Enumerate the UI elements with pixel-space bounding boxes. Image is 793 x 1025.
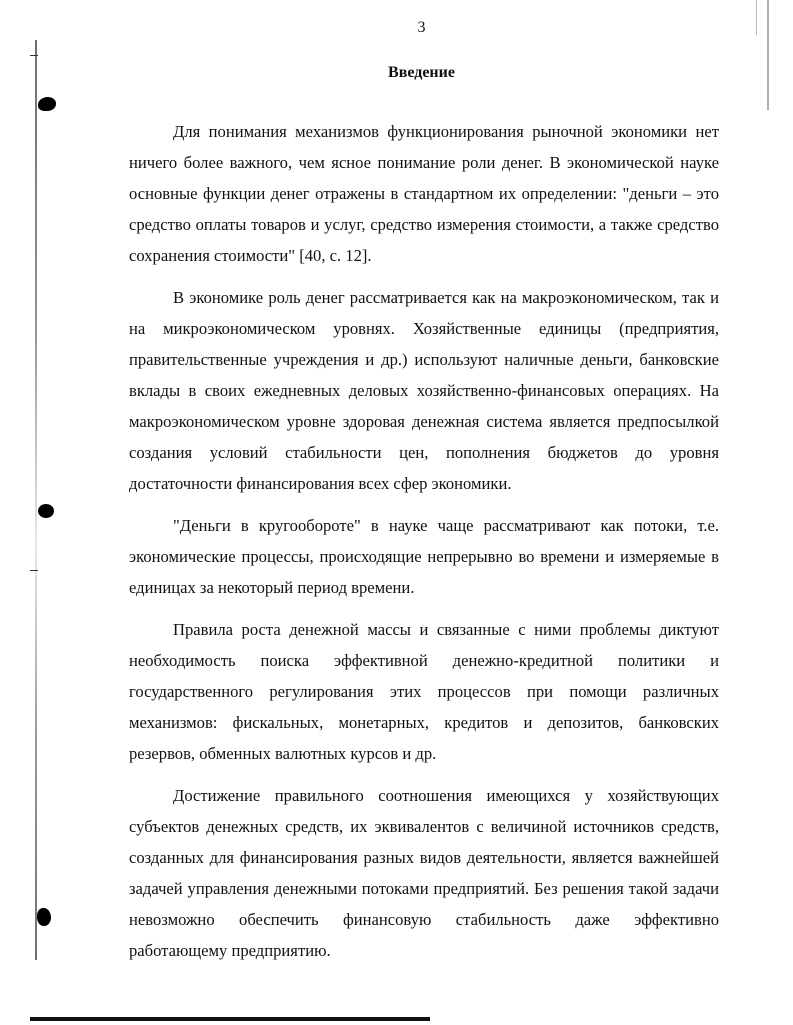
paragraph-5: Достижение правильного соотношения имеющихся у хозяйствующих субъектов денежных средств, их эквивалентов с величиной источников средств, созданных для финансирования разных видов деятельности, является важнейшей задачей управления денежными потоками предприятий. Без решения такой задачи невозможно обеспечить финансовую стабильность даже эффективно работающему предприятию. xyxy=(129,786,719,960)
scan-bottom-edge xyxy=(30,1017,430,1021)
paragraph-3: "Деньги в кругообороте" в науке чаще рассматривают как потоки, т.е. экономические процессы, происходящие непрерывно во времени и измеряемые в единицах за некоторый период времени. xyxy=(129,516,719,597)
body-text xyxy=(129,116,719,977)
paragraph-2: В экономике роль денег рассматривается как на макроэкономическом, так и на микроэкономическом уровнях. Хозяйственные единицы (предприятия, правительственные учреждения и др.) используют наличные деньги, банковские вклады в своих ежедневных деловых хозяйственно-финансовых операциях. На макроэкономическом уровне здоровая денежная система является предпосылкой создания условий стабильности цен, пополнения бюджетов до уровня достаточности финансирования всех сфер экономики. xyxy=(129,288,719,493)
paragraph-4: Правила роста денежной массы и связанные с ними проблемы диктуют необходимость поиска эффективной денежно-кредитной политики и государственного регулирования этих процессов при помощи различных механизмов: фискальных, монетарных, кредитов и депозитов, банковских резервов, обменных валютных курсов и др. xyxy=(129,620,719,763)
scan-right-edge xyxy=(767,0,769,110)
binder-hole-top xyxy=(38,97,56,111)
binder-hole-bottom xyxy=(37,908,51,926)
binder-hole-middle xyxy=(38,504,54,518)
scan-mark xyxy=(30,570,38,571)
page-title: Введение xyxy=(388,64,455,81)
paragraph-1: Для понимания механизмов функционирования рыночной экономики нет ничего более важного, чем ясное понимание роли денег. В экономической науке основные функции денег отражены в стандартном их определении: "деньги – это средство оплаты товаров и услуг, средство измерения стоимости, а также средство сохранения стоимости" [40, с. 12]. xyxy=(129,122,719,265)
scan-mark xyxy=(30,55,38,56)
scan-left-edge xyxy=(35,40,37,960)
page-number: 3 xyxy=(417,19,426,36)
